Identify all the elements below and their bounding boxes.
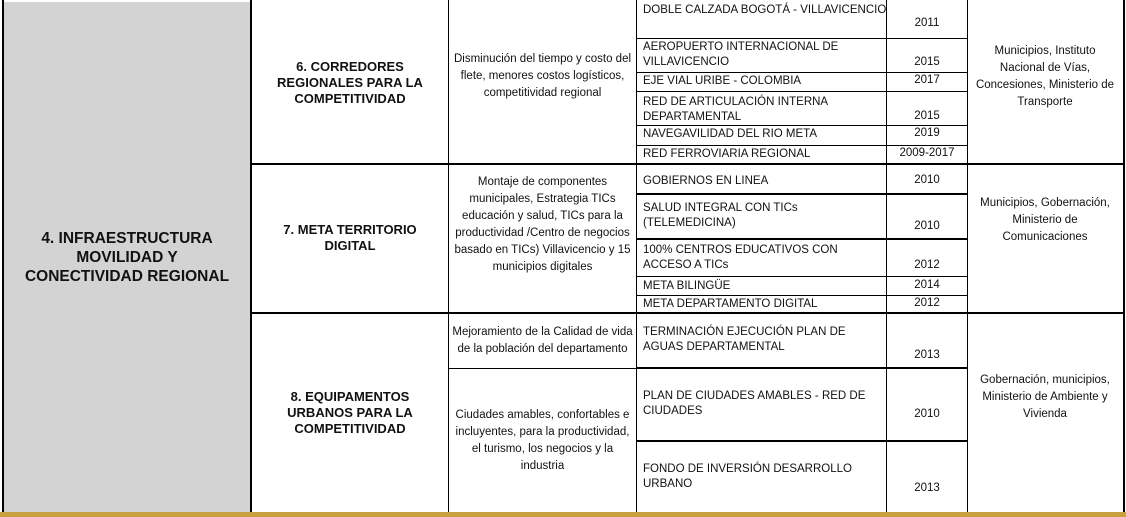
project-7-1: GOBIERNOS EN LINEA: [643, 175, 769, 187]
grid-line: [637, 145, 967, 146]
grid-line: [637, 295, 967, 296]
program-7-responsible: Municipios, Gobernación, Ministerio de Comunicaciones: [980, 196, 1110, 243]
program-8-responsible: Gobernación, municipios, Ministerio de Ambiente y Vivienda: [980, 374, 1110, 420]
year-7-1: 2010: [914, 174, 940, 186]
year-8-3: 2013: [914, 482, 940, 494]
grid-line: [637, 238, 967, 240]
grid-line: [637, 367, 967, 369]
project-7-3: 100% CENTROS EDUCATIVOS CON ACCESO A TICs: [643, 244, 838, 271]
project-7-2: SALUD INTEGRAL CON TICs (TELEMEDICINA): [643, 202, 798, 229]
year-6-2: 2015: [914, 56, 940, 68]
axis-label: 4. INFRAESTRUCTURA MOVILIDAD Y CONECTIVIDAD REGIONAL: [24, 229, 230, 285]
grid-line: [252, 312, 1124, 314]
program-6-cell: [252, 2, 448, 163]
program-6-objective: Disminución del tiempo y costo del flete, menores costos logísticos, competitividad regional: [453, 53, 632, 99]
program-7-objective: Montaje de componentes municipales, Estrategia TICs educación y salud, TICs para la productividad /Centro de negocios basado en TICs) Villavicencio y 15 municipios digitales: [454, 176, 631, 273]
project-7-5: META DEPARTAMENTO DIGITAL: [643, 298, 818, 310]
year-7-4: 2014: [914, 279, 940, 291]
program-8-cell: [252, 313, 448, 512]
project-8-1: TERMINACIÓN EJECUCIÓN PLAN DE AGUAS DEPARTAMENTAL: [643, 326, 846, 353]
grid-line: [637, 193, 967, 195]
bottom-bar: [0, 512, 1126, 517]
grid-line: [250, 0, 252, 517]
project-6-2: AEROPUERTO INTERNACIONAL DE VILLAVICENCIO: [643, 41, 839, 68]
year-8-2: 2010: [914, 408, 940, 420]
year-7-3: 2012: [914, 259, 940, 271]
project-8-3: FONDO DE INVERSIÓN DESARROLLO URBANO: [643, 463, 852, 490]
grid-line: [637, 72, 967, 73]
axis-cell: [4, 2, 250, 512]
grid-line: [449, 368, 636, 369]
program-8-objective-1: Mejoramiento de la Calidad de vida de la población del departamento: [452, 325, 633, 355]
program-8-objective-2: Ciudades amables, confortables e incluyentes, para la productividad, el turismo, los negocios y la industria: [455, 408, 630, 472]
grid-line: [2, 0, 4, 517]
project-6-4: RED DE ARTICULACIÓN INTERNA DEPARTAMENTAL: [643, 96, 828, 123]
grid-line: [637, 38, 967, 39]
grid-line: [967, 0, 968, 517]
project-6-5: NAVEGAVILIDAD DEL RIO META: [643, 128, 818, 140]
year-7-2: 2010: [914, 220, 940, 232]
grid-line: [637, 125, 967, 126]
year-6-5: 2019: [914, 127, 940, 139]
year-7-5: 2012: [914, 297, 940, 309]
project-7-4: META BILINGÜE: [643, 280, 731, 292]
year-6-4: 2015: [914, 110, 940, 122]
program-6-name: 6. CORREDORES REGIONALES PARA LA COMPETITIVIDAD: [277, 58, 423, 106]
project-8-2: PLAN DE CIUDADES AMABLES - RED DE CIUDADES: [643, 390, 866, 417]
year-6-1: 2011: [914, 17, 940, 29]
project-6-1: DOBLE CALZADA BOGOTÁ - VILLAVICENCIO: [643, 4, 887, 16]
grid-line: [637, 440, 967, 442]
year-6-3: 2017: [914, 74, 940, 86]
program-6-responsible: Municipios, Instituto Nacional de Vías, Concesiones, Ministerio de Transporte: [975, 45, 1115, 108]
program-7-name: 7. META TERRITORIO DIGITAL: [283, 222, 417, 253]
program-7-cell: [252, 164, 448, 312]
grid-line: [252, 163, 1124, 165]
grid-line: [637, 91, 967, 92]
project-6-3: EJE VIAL URIBE - COLOMBIA: [643, 75, 802, 87]
year-8-1: 2013: [914, 349, 940, 361]
year-6-6: 2009-2017: [899, 147, 955, 159]
program-8-name: 8. EQUIPAMENTOS URBANOS PARA LA COMPETITIVIDAD: [287, 388, 413, 436]
grid-line: [1123, 0, 1125, 517]
grid-line: [448, 0, 449, 517]
project-6-6: RED FERROVIARIA REGIONAL: [643, 148, 811, 160]
grid-line: [637, 276, 967, 277]
